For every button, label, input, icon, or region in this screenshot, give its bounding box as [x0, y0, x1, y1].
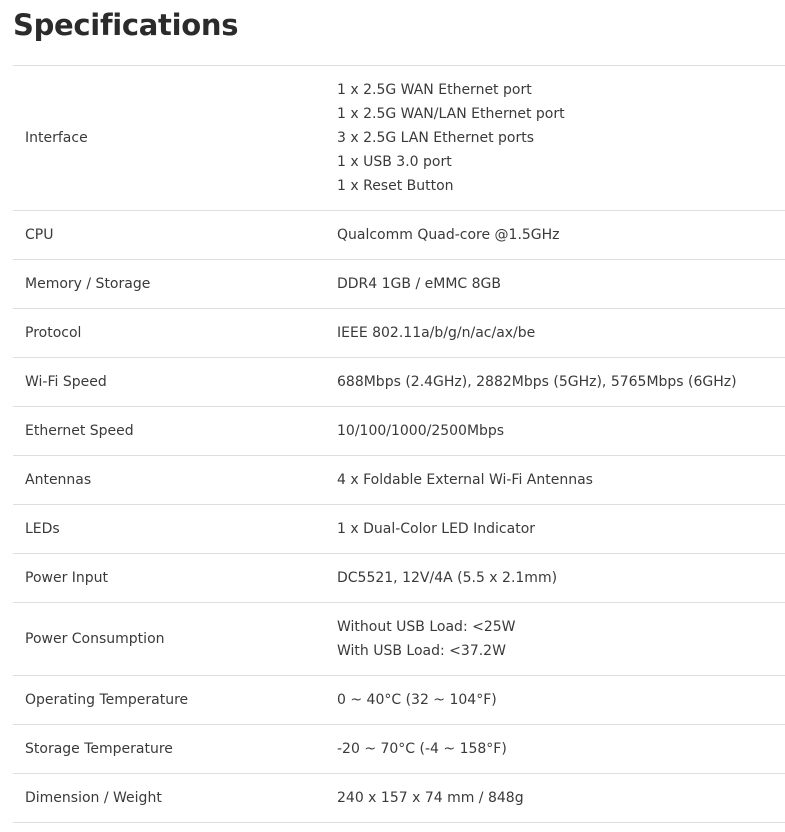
spec-row-memory-storage [13, 260, 785, 309]
spec-value-line: 1 x USB 3.0 port [337, 154, 452, 170]
spec-label: Protocol [25, 325, 82, 341]
spec-row-antennas [13, 456, 785, 505]
spec-value-line: -20 ~ 70°C (-4 ~ 158°F) [337, 741, 507, 757]
spec-value-line: 0 ~ 40°C (32 ~ 104°F) [337, 692, 497, 708]
spec-label: LEDs [25, 521, 60, 537]
spec-row-power-input [13, 554, 785, 603]
spec-value [337, 309, 785, 358]
spec-value-line: 1 x 2.5G WAN Ethernet port [337, 82, 532, 98]
spec-label: Power Input [25, 570, 109, 586]
spec-row-ethernet-speed [13, 407, 785, 456]
spec-value-line: IEEE 802.11a/b/g/n/ac/ax/be [337, 325, 536, 341]
spec-label: Wi-Fi Speed [25, 374, 107, 390]
spec-label: Ethernet Speed [25, 423, 134, 439]
spec-label: Storage Temperature [25, 741, 173, 757]
spec-value-line: 1 x Dual-Color LED Indicator [337, 521, 536, 537]
spec-value [337, 554, 785, 603]
spec-value [337, 603, 785, 676]
spec-value [337, 260, 785, 309]
spec-value [337, 66, 785, 211]
spec-label: Operating Temperature [25, 692, 189, 708]
spec-value-line: 1 x 2.5G WAN/LAN Ethernet port [337, 106, 565, 122]
spec-label: Dimension / Weight [25, 790, 162, 806]
spec-value-line: 688Mbps (2.4GHz), 2882Mbps (5GHz), 5765Mbps (6GHz) [337, 374, 737, 390]
spec-value [337, 211, 785, 260]
spec-value-line: Without USB Load: <25W [337, 619, 516, 635]
spec-label: Power Consumption [25, 631, 165, 647]
spec-value-line: 4 x Foldable External Wi-Fi Antennas [337, 472, 593, 488]
spec-row-dimension-weight [13, 774, 785, 823]
spec-value-line: With USB Load: <37.2W [337, 643, 506, 659]
spec-row-power-consumption [13, 603, 785, 676]
spec-row-cpu [13, 211, 785, 260]
spec-label: Memory / Storage [25, 276, 151, 292]
spec-row-interface [13, 66, 785, 211]
spec-row-storage-temperature [13, 725, 785, 774]
spec-row-operating-temperature [13, 676, 785, 725]
spec-value [337, 725, 785, 774]
spec-value [337, 676, 785, 725]
spec-row-protocol [13, 309, 785, 358]
spec-value-line: 10/100/1000/2500Mbps [337, 423, 505, 439]
spec-value [337, 358, 785, 407]
spec-value [337, 456, 785, 505]
spec-value [337, 407, 785, 456]
spec-value-line: 3 x 2.5G LAN Ethernet ports [337, 130, 535, 146]
spec-value [337, 774, 785, 823]
spec-table [13, 65, 785, 823]
spec-label: CPU [25, 227, 54, 243]
spec-row-leds [13, 505, 785, 554]
spec-value-line: 240 x 157 x 74 mm / 848g [337, 790, 524, 806]
spec-label: Antennas [25, 472, 92, 488]
page-title: Specifications [13, 8, 239, 42]
spec-value-line: DDR4 1GB / eMMC 8GB [337, 276, 501, 292]
spec-value-line: 1 x Reset Button [337, 178, 454, 194]
spec-value-line: Qualcomm Quad-core @1.5GHz [337, 227, 560, 243]
spec-label: Interface [25, 130, 88, 146]
spec-value [337, 505, 785, 554]
spec-value-line: DC5521, 12V/4A (5.5 x 2.1mm) [337, 570, 558, 586]
spec-row-wifi-speed [13, 358, 785, 407]
